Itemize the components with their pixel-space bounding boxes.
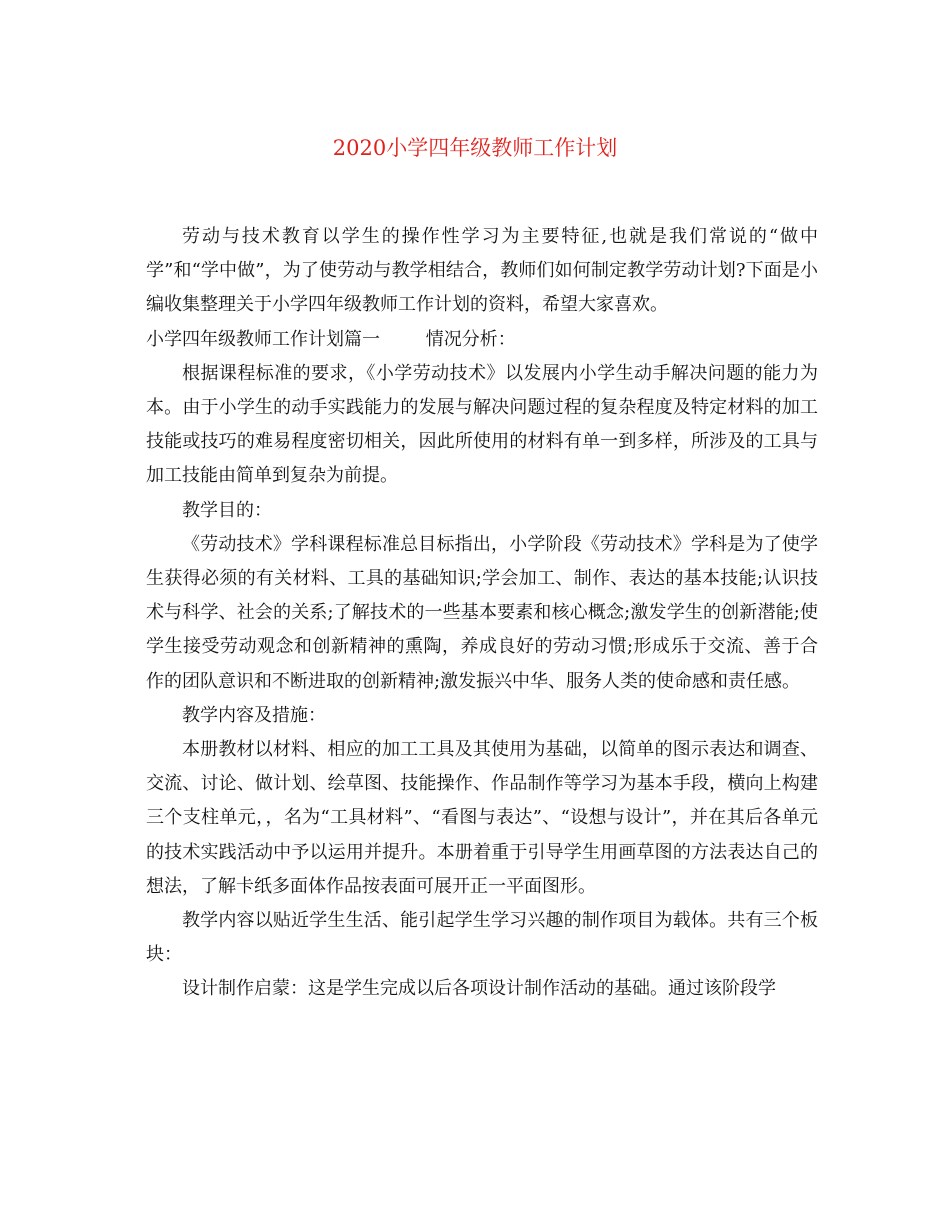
document-title: 2020小学四年级教师工作计划 xyxy=(332,136,618,160)
paragraph-section-heading: 小学四年级教师工作计划篇一 情况分析： xyxy=(146,328,516,350)
paragraph-situation-analysis: 根据课程标准的要求，《小学劳动技术》以发展内小学生动手解决问题的能力为本。由于小学生的动手实践能力的发展与解决问题过程的复杂程度及特定材料的加工技能或技巧的难易程度密切相关，因此所使用的材料有单一到多样，所涉及的工具与加工技能由简单到复杂为前提。 xyxy=(146,362,818,487)
paragraph-textbook-description: 本册教材以材料、相应的加工工具及其使用为基础，以简单的图示表达和调查、交流、讨论、做计划、绘草图、技能操作、作品制作等学习为基本手段，横向上构建三个支柱单元，，名为“工具材料”、“看图与表达”、“设想与设计”，并在其后各单元的技术实践活动中予以运用并提升。本册着重于引导学生用画草图的方法表达自己的想法，了解卡纸多面体作品按表面可展开正一平面图形。 xyxy=(146,739,818,897)
paragraph-content-carrier: 教学内容以贴近学生生活、能引起学生学习兴趣的制作项目为载体。共有三个板块： xyxy=(146,910,818,966)
paragraph-design-enlightenment: 设计制作启蒙：这是学生完成以后各项设计制作活动的基础。通过该阶段学 xyxy=(182,978,776,1000)
paragraph-teaching-purpose-heading: 教学目的： xyxy=(182,499,272,521)
paragraph-teaching-purpose: 《劳动技术》学科课程标准总目标指出，小学阶段《劳动技术》学科是为了使学生获得必须的有关材料、工具的基础知识;学会加工、制作、表达的基本技能;认识技术与科学、社会的关系;了解技术的一些基本要素和核心概念;激发学生的创新潜能;使学生接受劳动观念和创新精神的熏陶，养成良好的劳动习惯;形成乐于交流、善于合作的团队意识和不断进取的创新精神;激发振兴中华、服务人类的使命感和责任感。 xyxy=(146,533,818,692)
document-body xyxy=(146,220,818,1007)
paragraph-intro: 劳动与技术教育以学生的操作性学习为主要特征,也就是我们常说的“做中学”和“学中做”，为了使劳动与教学相结合，教师们如何制定教学劳动计划?下面是小编收集整理关于小学四年级教师工作计划的资料，希望大家喜欢。 xyxy=(146,226,818,316)
paragraph-content-measures-heading: 教学内容及措施： xyxy=(182,704,326,726)
